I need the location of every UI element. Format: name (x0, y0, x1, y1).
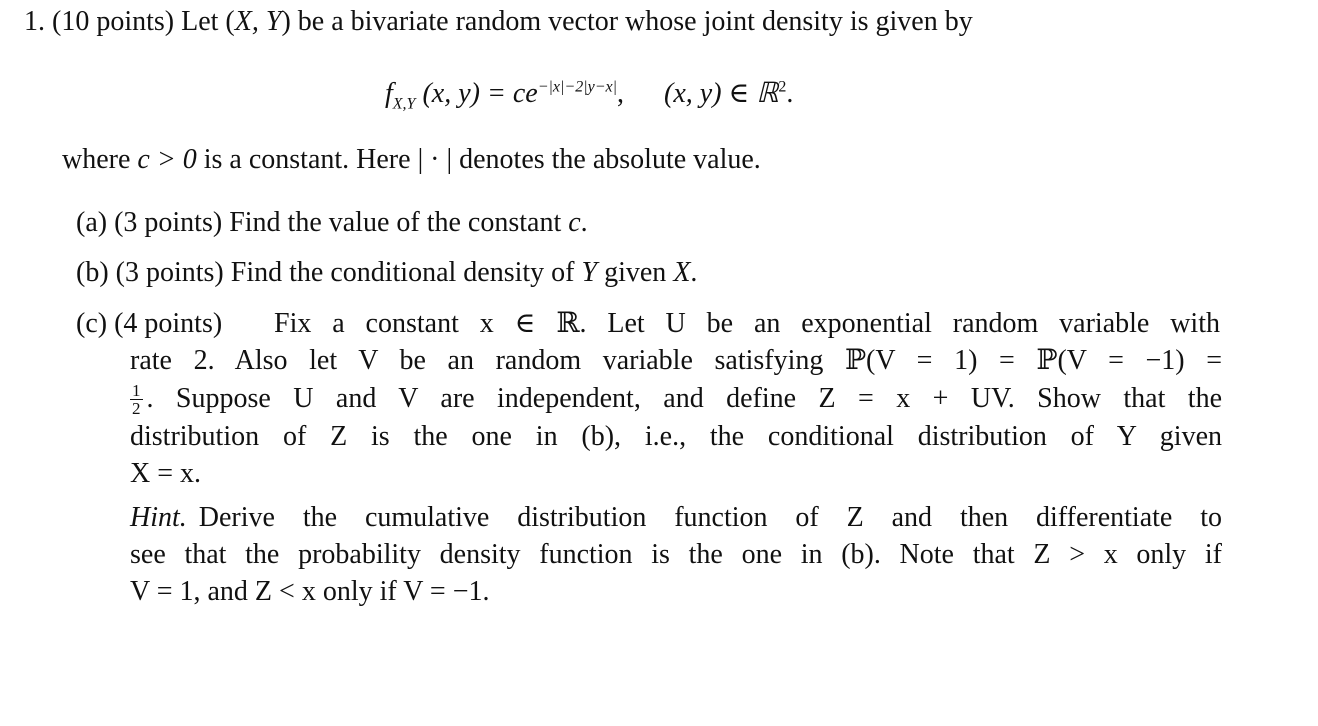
part-c-line1-text: Fix a constant x ∈ ℝ. Let U be an exponential random variable with (274, 308, 1220, 339)
part-b-points: (3 points) (115, 257, 224, 288)
intro-prefix: Let (181, 6, 219, 37)
random-vector: (X, Y) (225, 6, 291, 37)
where-prefix: where (62, 144, 131, 175)
abs-symbol: | · | (417, 144, 453, 175)
eq-lhs-sub: X,Y (392, 95, 416, 113)
problem-points: (10 points) (52, 6, 175, 37)
eq-lhs: f (385, 78, 393, 109)
hint-label: Hint. (130, 502, 187, 533)
hint-line2 (130, 537, 1222, 573)
frac-numerator: 1 (132, 380, 141, 400)
part-a-math: c (568, 207, 581, 238)
where-suffix: denotes the absolute value. (459, 144, 761, 175)
hint-line2-text: see that the probability density function is the one in (b). Note that Z > x only if (130, 539, 1222, 570)
part-c-line5-text: X = x. (130, 458, 202, 489)
part-b-math1: Y (581, 257, 598, 288)
part-c-line4-text: distribution of Z is the one in (b), i.e., the conditional distribution of Y given (130, 421, 1222, 452)
part-b-text2: given (604, 257, 667, 288)
hint-line1 (130, 500, 1222, 536)
joint-density-equation: $f_{X,Y}$ (x, $y) = ce^{-|x|-2|y-x|}$, (x, y) ∈ ℝ$^2$. (385, 78, 794, 113)
part-a-text: Find the value of the constant (229, 207, 562, 238)
where-line (62, 142, 761, 178)
part-c-line5 (130, 456, 201, 492)
part-a-label: (a) (76, 207, 108, 238)
part-b-text1: Find the conditional density of (230, 257, 575, 288)
part-c-label: (c) (76, 308, 108, 339)
part-c-line1 (274, 306, 1220, 342)
eq-domain-sup: 2 (778, 78, 787, 96)
hint-line1-text: Derive the cumulative distribution function of Z and then differentiate to (198, 502, 1222, 533)
hint-line3-text: V = 1, and Z < x only if V = −1. (130, 576, 490, 607)
frac-denominator: 2 (132, 398, 141, 418)
part-c-line3 (130, 381, 1222, 417)
part-b-label: (b) (76, 257, 109, 288)
intro-suffix: be a bivariate random vector whose joint density is given by (297, 6, 973, 37)
problem-number: 1. (24, 6, 45, 37)
part-c-line4 (130, 419, 1222, 455)
c-condition: c > 0 (137, 144, 197, 175)
hint-line3 (130, 574, 490, 610)
eq-exponent: −|x|−2|y−x| (537, 78, 618, 96)
part-a (76, 205, 588, 241)
one-half-fraction (130, 382, 143, 417)
part-c-points: (4 points) (114, 308, 223, 339)
part-c-line2 (130, 343, 1222, 379)
part-b-end: . (690, 257, 698, 288)
part-b (76, 255, 697, 291)
eq-args: (x, y) = ce (422, 78, 538, 109)
problem-header (24, 4, 973, 40)
where-middle: is a constant. Here (203, 144, 411, 175)
part-c-line2-text: rate 2. Also let V be an random variable satisfying ℙ(V = 1) = ℙ(V = −1) = (130, 345, 1222, 376)
part-b-math2: X (673, 257, 691, 288)
part-c-label-line (76, 306, 222, 342)
part-c-line3-text: . Suppose U and V are independent, and define Z = x + UV. Show that the (146, 383, 1222, 414)
part-a-points: (3 points) (114, 207, 223, 238)
eq-domain: (x, y) ∈ ℝ (664, 78, 779, 109)
part-a-end: . (580, 207, 588, 238)
